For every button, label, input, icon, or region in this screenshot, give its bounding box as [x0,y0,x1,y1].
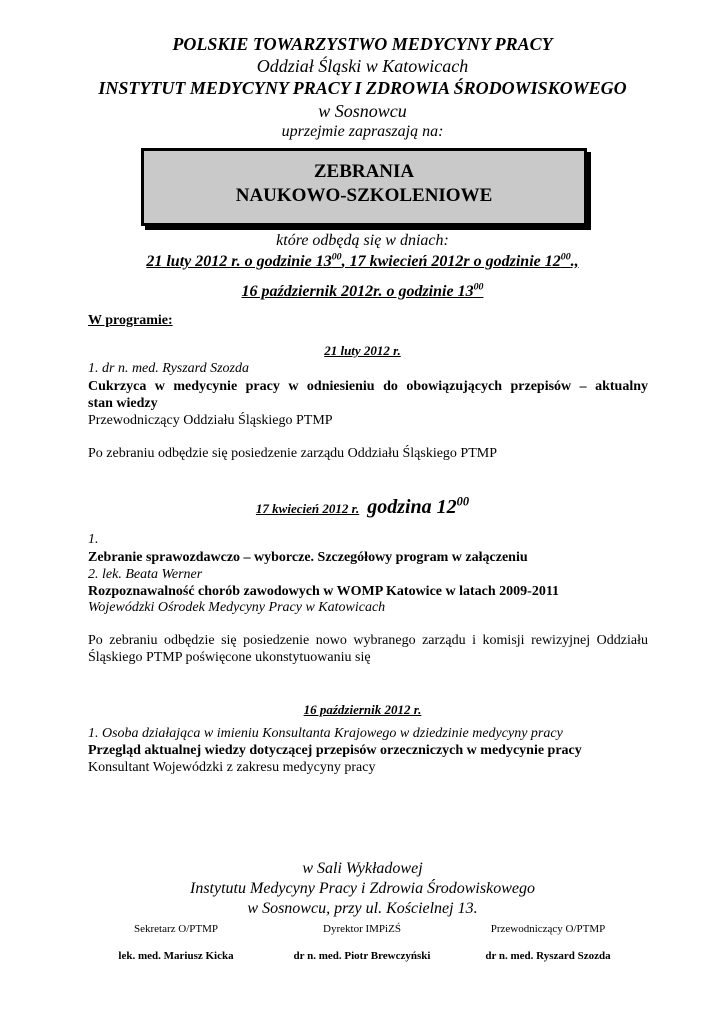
signature-3-title: Przewodniczący O/PTMP [490,923,606,935]
section-1-date: 21 luty 2012 r. [324,343,401,358]
date-2-sup: 00 [560,251,571,263]
section-2-time-sup: 00 [456,494,470,509]
institute-city: w Sosnowcu [318,101,407,121]
signature-1-title: Sekretarz O/PTMP [133,923,218,935]
date-3-sup: 00 [473,281,484,293]
section-2-item-2-title: Rozpoznawalność chorób zawodowych w WOMP Katowice w latach 2009-2011 [88,584,560,599]
venue-line-2: Instytutu Medycyny Pracy i Zdrowia Środowiskowego [190,880,535,897]
section-1-title-line-2: stan wiedzy [88,396,158,411]
date-3-text: 16 październik 2012r. o godzinie 13 [241,283,474,300]
section-3-date: 16 październik 2012 r. [303,702,422,717]
date-1-sup: 00 [331,251,342,263]
program-label: W programie: [88,313,173,328]
section-2-time [367,496,469,518]
section-2-note-line-1: Po zebraniu odbędzie się posiedzenie nowo wybranego zarządu i komisji rewizyjnej Oddziału [88,633,648,648]
section-3-speaker: 1. Osoba działająca w imieniu Konsultanta Krajowego w dziedzinie medycyny pracy [88,726,563,741]
section-2-heading [0,496,725,519]
venue-line-1: w Sali Wykładowej [302,860,423,877]
section-3-role: Konsultant Wojewódzki z zakresu medycyny pracy [88,760,376,775]
org-name: POLSKIE TOWARZYSTWO MEDYCYNY PRACY [172,34,553,54]
section-2-item-2-speaker: 2. lek. Beata Werner [88,567,203,582]
section-2-time-text: godzina 12 [367,496,457,518]
banner-line-1: ZEBRANIA [313,161,415,182]
section-2-item-2-org: Wojewódzki Ośrodek Medycyny Pracy w Katowicach [88,600,386,615]
section-2-date: 17 kwiecień 2012 r. [255,501,360,516]
section-1-title-line-1: Cukrzyca w medycynie pracy w odniesieniu do obowiązujących przepisów – aktualny [88,379,648,394]
signature-1-name: lek. med. Mariusz Kicka [118,950,234,962]
date-2-end: ., [570,253,579,270]
dates-line-1 [0,253,725,271]
dates-intro: które odbędą się w dniach: [276,232,449,249]
signature-3-name: dr n. med. Ryszard Szozda [485,950,611,962]
date-2-text: , 17 kwiecień 2012r o godzinie 12 [341,253,561,270]
signature-2-name: dr n. med. Piotr Brewczyński [293,950,431,962]
venue-line-3: w Sosnowcu, przy ul. Kościelnej 13. [247,900,478,917]
dates-line-2 [0,283,725,301]
signature-2-title: Dyrektor IMPiZŚ [323,923,401,935]
section-1-speaker: 1. dr n. med. Ryszard Szozda [88,361,250,376]
institute-name: INSTYTUT MEDYCYNY PRACY I ZDROWIA ŚRODOWISKOWEGO [98,78,627,98]
section-1-role: Przewodniczący Oddziału Śląskiego PTMP [88,413,333,428]
branch-name: Oddział Śląski w Katowicach [256,56,469,76]
section-2-item-1-number: 1. [88,532,99,547]
section-3-title: Przegląd aktualnej wiedzy dotyczącej przepisów orzeczniczych w medycynie pracy [88,743,582,758]
section-1-note: Po zebraniu odbędzie się posiedzenie zarządu Oddziału Śląskiego PTMP [88,446,497,461]
section-2-note-line-2: Śląskiego PTMP poświęcone ukonstytuowaniu się [88,650,371,665]
date-1-text: 21 luty 2012 r. o godzinie 13 [146,253,332,270]
title-banner [141,148,587,226]
invite-text: uprzejmie zapraszają na: [281,123,444,140]
section-2-item-1-title: Zebranie sprawozdawczo – wyborcze. Szczegółowy program w załączeniu [88,550,528,565]
banner-line-2: NAUKOWO-SZKOLENIOWE [235,185,493,206]
